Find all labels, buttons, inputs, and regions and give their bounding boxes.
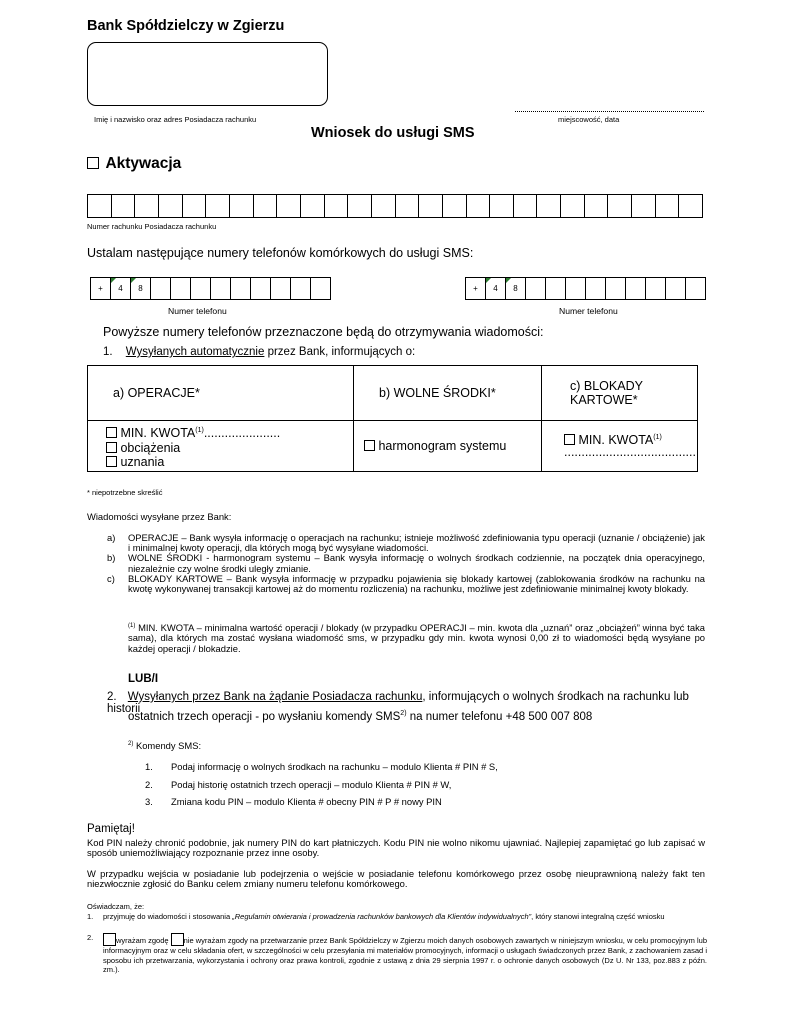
options-table bbox=[87, 365, 698, 472]
item2-underlined: Wysyłanych przez Bank na żądanie Posiadacza rachunku bbox=[127, 691, 423, 703]
free-funds-options bbox=[354, 421, 542, 472]
or-label: LUB/I bbox=[128, 673, 159, 685]
phone-prefix-cell: 8 bbox=[130, 278, 150, 299]
declaration-intro: Oświadczam, że: bbox=[87, 902, 145, 911]
address-box[interactable] bbox=[87, 42, 328, 106]
card-min-amount-sup: (1) bbox=[653, 433, 662, 441]
min-amount-dots: ...................... bbox=[203, 426, 281, 441]
consent-disagree-checkbox[interactable] bbox=[171, 933, 184, 946]
item2-number: 2. bbox=[107, 691, 117, 703]
operations-options bbox=[88, 421, 354, 472]
place-date-line[interactable] bbox=[515, 111, 704, 112]
activation-checkbox[interactable] bbox=[87, 157, 99, 169]
activation-label: Aktywacja bbox=[105, 155, 182, 172]
strike-footnote: * niepotrzebne skreślić bbox=[87, 488, 163, 497]
list-item: a) OPERACJE – Bank wysyła informację o operacjach na rachunku; istnieje możliwość zdefiniowania typu operacji (uznanie / obciążenie) jak i minimalnej kwoty operacji, dla których mogą być wysyłane wiadomości. bbox=[107, 532, 705, 554]
note-text: MIN. KWOTA – minimalna wartość operacji / blokady (w przypadku OPERACJI – min. kwota dla „uznań” oraz „obciążeń” winna być taka sama), dla których ma zostać wysłana wiadomość sms, w przypadku gdy min. kwota wynosi 0,00 zł to wiadomości będą wysyłane po każdej operacji / blokadzie. bbox=[128, 622, 705, 654]
min-amount-checkbox[interactable] bbox=[106, 427, 117, 438]
list-item: 1. Podaj informację o wolnych środkach na rachunku – modulo Klienta # PIN # S, bbox=[145, 761, 498, 772]
item1-underlined: Wysyłanych automatycznie bbox=[125, 346, 265, 358]
phone-prefix-cell: + bbox=[98, 284, 103, 293]
list-item: b) WOLNE ŚRODKI - harmonogram systemu – Bank wysyła informację o wolnych środkach codziennie, na początek dnia operacyjnego, niezależnie czy wolne środki uległy zmianie. bbox=[107, 552, 705, 574]
debits-checkbox[interactable] bbox=[106, 442, 117, 453]
debits-label: obciążenia bbox=[120, 440, 181, 455]
phone-prefix-cell: 8 bbox=[505, 278, 525, 299]
card-blocks-options bbox=[542, 421, 698, 472]
account-number-grid[interactable] bbox=[87, 194, 703, 218]
card-min-amount-dots: ...................................... bbox=[564, 444, 696, 459]
declaration-1: 1. przyjmuję do wiadomości i stosowania „Regulamin otwierania i prowadzenia rachunków bankowych dla Klientów indywidualnych”, który stanowi integralną część wniosku bbox=[87, 912, 665, 921]
schedule-label: harmonogram systemu bbox=[378, 438, 507, 453]
commands-list bbox=[145, 758, 498, 811]
place-date-caption: miejscowość, data bbox=[558, 115, 620, 124]
phone-number-grid-2[interactable] bbox=[465, 277, 706, 300]
remember-p2: W przypadku wejścia w posiadanie lub podejrzenia o wejście w posiadanie telefonu komórkowego przez osobę nieuprawnioną należy fakt ten niezwłocznie zgłosić do Banku celem zmiany numeru telefonu komórkowego. bbox=[87, 868, 705, 890]
consent-agree-checkbox[interactable] bbox=[103, 933, 116, 946]
phones-intro: Ustalam następujące numery telefonów komórkowych do usługi SMS: bbox=[87, 246, 474, 260]
note-sup: (1) bbox=[128, 623, 136, 629]
phone-prefix-cell: 4 bbox=[110, 278, 130, 299]
bank-name: Bank Spółdzielczy w Zgierzu bbox=[87, 18, 285, 34]
consent-agree-label: wyrażam zgodę bbox=[116, 936, 169, 945]
purpose-text: Powyższe numery telefonów przeznaczone będą do otrzymywania wiadomości: bbox=[103, 325, 544, 339]
list-item: c) BLOKADY KARTOWE – Bank wysyła informację w przypadku pojawienia się blokady kartowej (zablokowania środków na rachunku na kwotę wykonywanej transakcji kartowej aż do momentu rozliczenia) na rachunku, możliwe jest zdefiniowanie minimalnej kwoty blokady. bbox=[107, 572, 705, 595]
min-amount-sup: (1) bbox=[195, 427, 204, 434]
credits-label: uznania bbox=[120, 455, 165, 470]
messages-intro: Wiadomości wysyłane przez Bank: bbox=[87, 511, 232, 522]
item2-line2: ostatnich trzech operacji - po wysłaniu komendy SMS$^{2)}$ na numer telefonu +48 500 007 808 bbox=[128, 710, 593, 723]
list-item: 2. Podaj historię ostatnich trzech operacji – modulo Klienta # PIN # W, bbox=[145, 778, 452, 790]
list-item: 3. Zmiana kodu PIN – modulo Klienta # obecny PIN # P # nowy PIN bbox=[145, 796, 442, 807]
item2-rest: , informujących o wolnych środkach na rachunku lub historii bbox=[107, 691, 689, 715]
card-min-amount-label: MIN. KWOTA bbox=[578, 432, 654, 447]
phone-caption-1: Numer telefonu bbox=[168, 306, 227, 316]
col-card-blocks-header: c) BLOKADY KARTOWE* bbox=[542, 366, 698, 421]
col-free-funds-header: b) WOLNE ŚRODKI* bbox=[354, 366, 542, 421]
card-min-amount-checkbox[interactable] bbox=[564, 434, 575, 445]
phone-number-grid-1[interactable] bbox=[90, 277, 331, 300]
messages-list bbox=[87, 533, 705, 594]
col-operations-header: a) OPERACJE* bbox=[88, 366, 354, 421]
address-caption: Imię i nazwisko oraz adres Posiadacza rachunku bbox=[94, 115, 257, 124]
account-caption: Numer rachunku Posiadacza rachunku bbox=[87, 222, 217, 231]
form-title: Wniosek do usługi SMS bbox=[311, 125, 475, 141]
item1-rest: przez Bank, informujących o: bbox=[264, 346, 416, 358]
credits-checkbox[interactable] bbox=[106, 456, 117, 467]
consent-text: nie wyrażam zgody na przetwarzanie przez Bank Spółdzielczy w Zgierzu moich danych osobowych zawartych w niniejszym wniosku, w celu promocyjnym lub informacyjnym oraz w celu składania ofert, w szczególności w celu przesyłania mi materiałów promocyjnych, informacji o usługach świadczonych przez Bank, z zachowaniem zasad i sposobu ich przetwarzania, wykorzystania i ochrony oraz prawa kontroli, zgodnie z ustawą z dnia 29 sierpnia 1997 r. o ochronie danych osobowych (Dz U. Nr 133, poz.883 z późn. zm.). bbox=[103, 936, 708, 974]
schedule-checkbox[interactable] bbox=[364, 440, 375, 451]
phone-prefix-cell: + bbox=[473, 284, 478, 293]
activation-row bbox=[87, 155, 181, 173]
remember-p1: Kod PIN należy chronić podobnie, jak numery PIN do kart płatniczych. Kodu PIN nie wolno nikomu ujawniać. Najlepiej zapamiętać go lub zapisać w sposób uniemożliwiający rozpoznanie przez inne osoby. bbox=[87, 837, 705, 859]
declaration-2: 2. wyrażam zgodę nie wyrażam zgody na przetwarzanie przez Bank Spółdzielczy w Zgierzu moich danych osobowych zawartych w niniejszym wniosku, w celu promocyjnym lub informacyjnym oraz w celu składania ofert, w szczególności w celu przesyłania mi materiałów promocyjnych, informacji o usługach świadczonych przez Bank, z zachowaniem zasad i sposobu ich przetwarzania, wykorzystania i ochrony oraz prawa kontroli, zgodnie z ustawą z dnia 29 sierpnia 1997 r. o ochronie danych osobowych (Dz U. Nr 133, poz.883 z późn. zm.). bbox=[87, 933, 708, 974]
phone-prefix-cell: 4 bbox=[485, 278, 505, 299]
min-amount-label: MIN. KWOTA bbox=[120, 426, 196, 441]
item1-number: 1. bbox=[103, 346, 113, 358]
commands-title: $^{2)}$ Komendy SMS: bbox=[128, 740, 202, 751]
item1-line bbox=[103, 346, 415, 358]
min-amount-note bbox=[128, 621, 705, 654]
remember-title: Pamiętaj! bbox=[87, 823, 135, 835]
phone-caption-2: Numer telefonu bbox=[559, 306, 618, 316]
